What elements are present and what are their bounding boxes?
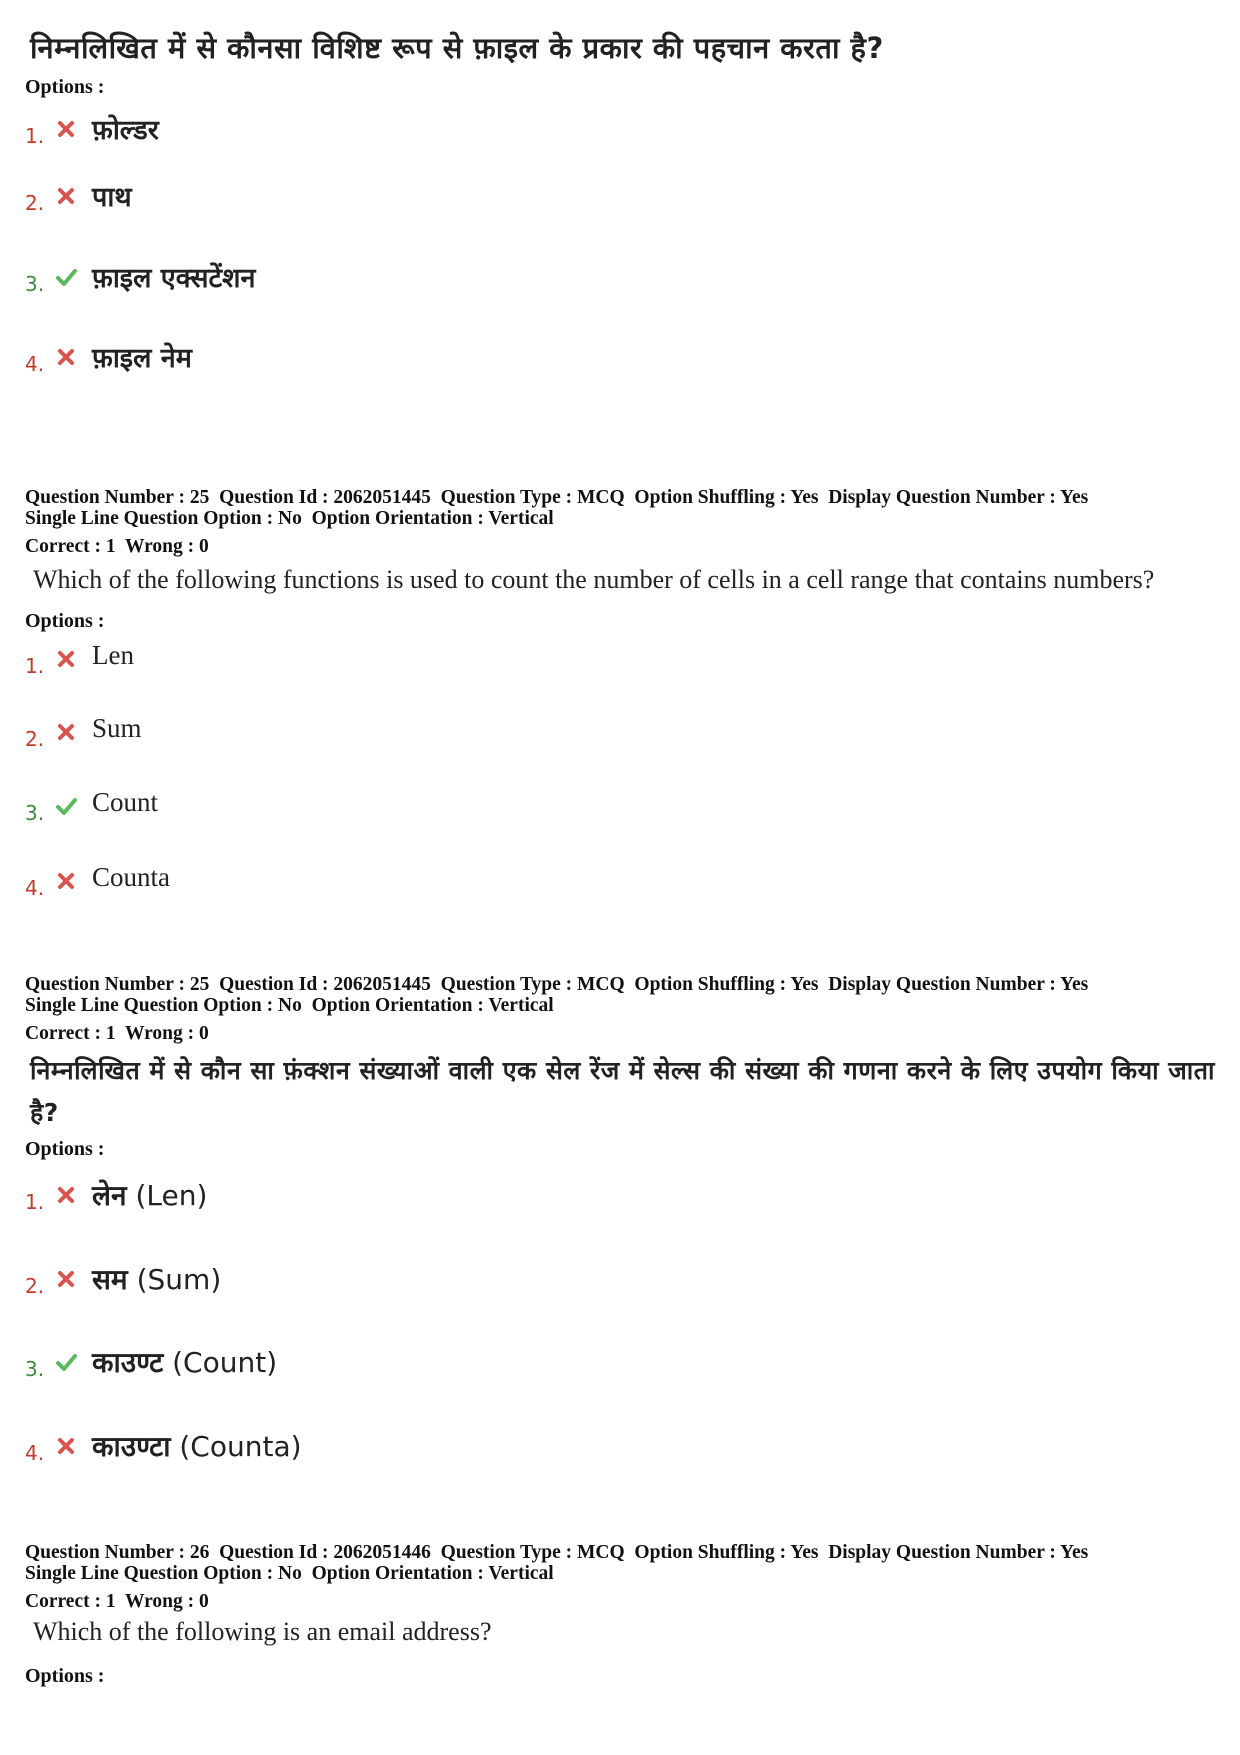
option-number: 4. <box>25 352 45 376</box>
check-icon <box>55 1351 77 1373</box>
option-text <box>92 1427 302 1465</box>
cross-icon <box>55 1268 77 1290</box>
question-text-hindi: निम्नलिखित में से कौनसा विशिष्ट रूप से फ़ाइल के प्रकार की पहचान करता है? <box>30 31 884 65</box>
option-text: फ़ोल्डर <box>92 115 159 146</box>
option-text: Counta <box>92 862 170 892</box>
option-4 <box>0 862 1000 902</box>
question-text-hindi: निम्नलिखित में से कौन सा फ़ंक्शन संख्याओं वाली एक सेल रेंज में सेल्स की संख्या की गणना करने के लिए उपयोग किया जाता है? <box>30 1056 1216 1127</box>
option-text: फ़ाइल नेम <box>92 343 192 374</box>
options-label: Options : <box>25 1665 105 1687</box>
options-label: Options : <box>25 610 105 632</box>
option-2 <box>0 1260 1000 1300</box>
meta-line-2: Single Line Question Option : No Option Orientation : Vertical <box>25 995 554 1016</box>
option-4 <box>0 1427 1000 1467</box>
option-text-hindi: काउण्टा <box>92 1430 171 1463</box>
question-meta <box>25 487 1088 529</box>
option-text <box>92 1176 207 1214</box>
option-1 <box>0 640 1000 680</box>
option-number: 2. <box>25 191 45 215</box>
question-meta <box>25 1542 1088 1584</box>
option-2 <box>0 177 1000 217</box>
cross-icon <box>55 721 77 743</box>
options-label: Options : <box>25 1138 105 1160</box>
option-text-english: (Count) <box>172 1346 278 1379</box>
option-text <box>92 1260 221 1298</box>
option-text-english: (Counta) <box>179 1430 302 1463</box>
option-3 <box>0 1343 1000 1383</box>
option-text: फ़ाइल एक्सटेंशन <box>92 263 256 294</box>
option-3 <box>0 258 1000 298</box>
option-4 <box>0 338 1000 378</box>
option-number: 1. <box>25 124 45 148</box>
marks-info: Correct : 1 Wrong : 0 <box>25 536 209 557</box>
option-3 <box>0 787 1000 827</box>
option-number: 2. <box>25 727 45 751</box>
cross-icon <box>55 346 77 368</box>
option-number: 3. <box>25 1357 45 1381</box>
option-1 <box>0 110 1000 150</box>
options-label: Options : <box>25 76 105 98</box>
meta-line-1: Question Number : 25 Question Id : 2062051445 Question Type : MCQ Option Shuffling : Yes Display Question Number : Yes <box>25 974 1089 995</box>
option-number: 4. <box>25 1441 45 1465</box>
option-text-english: (Sum) <box>136 1263 222 1296</box>
option-text: Sum <box>92 713 142 743</box>
option-number: 1. <box>25 1190 45 1214</box>
cross-icon <box>55 1435 77 1457</box>
cross-icon <box>55 1184 77 1206</box>
marks-info: Correct : 1 Wrong : 0 <box>25 1591 209 1612</box>
cross-icon <box>55 118 77 140</box>
option-number: 4. <box>25 876 45 900</box>
option-number: 2. <box>25 1274 45 1298</box>
check-icon <box>55 795 77 817</box>
option-text-hindi: लेन <box>92 1179 127 1212</box>
cross-icon <box>55 648 77 670</box>
option-text-english: (Len) <box>135 1179 208 1212</box>
option-number: 3. <box>25 272 45 296</box>
option-number: 1. <box>25 654 45 678</box>
option-1 <box>0 1176 1000 1216</box>
option-text: पाथ <box>92 182 132 213</box>
option-text-hindi: सम <box>92 1263 128 1296</box>
meta-line-2: Single Line Question Option : No Option Orientation : Vertical <box>25 1563 554 1584</box>
option-text-hindi: काउण्ट <box>92 1346 164 1379</box>
option-number: 3. <box>25 801 45 825</box>
option-text: Len <box>92 640 134 670</box>
meta-line-2: Single Line Question Option : No Option Orientation : Vertical <box>25 508 554 529</box>
option-2 <box>0 713 1000 753</box>
cross-icon <box>55 870 77 892</box>
marks-info: Correct : 1 Wrong : 0 <box>25 1023 209 1044</box>
question-text-english: Which of the following functions is used to count the number of cells in a cell range that contains numbers? <box>33 565 1155 594</box>
option-text <box>92 1343 277 1381</box>
question-meta <box>25 974 1088 1016</box>
question-text-english: Which of the following is an email address? <box>33 1617 492 1646</box>
option-text: Count <box>92 787 159 817</box>
meta-line-1: Question Number : 26 Question Id : 2062051446 Question Type : MCQ Option Shuffling : Yes Display Question Number : Yes <box>25 1542 1089 1563</box>
cross-icon <box>55 185 77 207</box>
meta-line-1: Question Number : 25 Question Id : 2062051445 Question Type : MCQ Option Shuffling : Yes Display Question Number : Yes <box>25 487 1089 508</box>
check-icon <box>55 266 77 288</box>
